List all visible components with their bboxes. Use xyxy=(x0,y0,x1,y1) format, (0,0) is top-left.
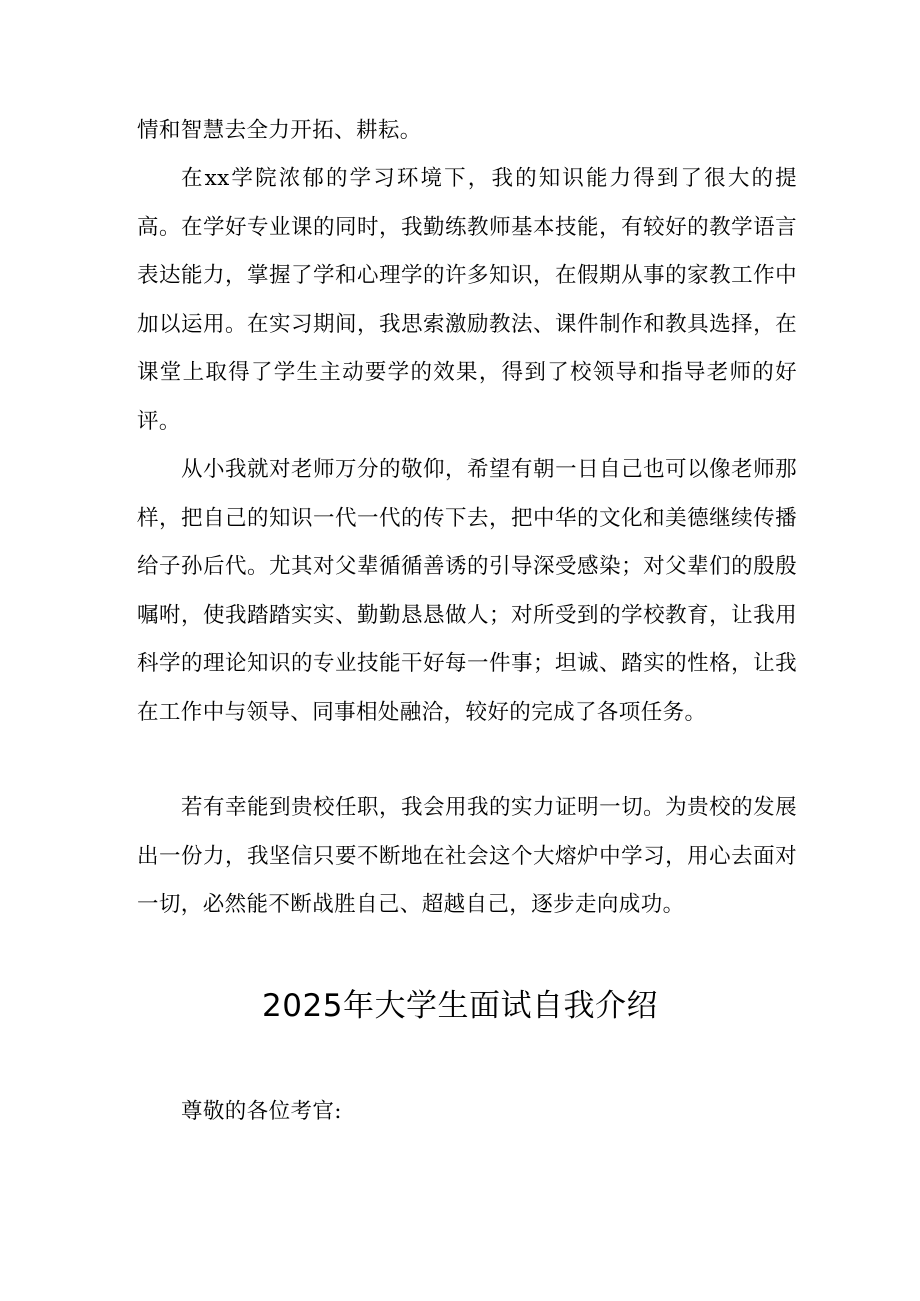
document-title: 2025年大学生面试自我介绍 xyxy=(262,988,658,1024)
paragraph-continuation: 情和智慧去全力开拓、耕耘。 xyxy=(137,118,422,143)
paragraph-academic-abilities: 在xx学院浓郁的学习环境下，我的知识能力得到了很大的提高。在学好专业课的同时，我勤练教师基本技能，有较好的教学语言表达能力，掌握了学和心理学的许多知识，在假期从事的家教工作中加以运用。在实习期间，我思索激励教法、课件制作和教具选择，在课堂上取得了学生主动要学的效果，得到了校领导和指导老师的好评。 xyxy=(137,166,797,434)
paragraph-teacher-aspiration: 从小我就对老师万分的敬仰，希望有朝一日自己也可以像老师那样，把自己的知识一代一代的传下去，把中华的文化和美德继续传播给子孙后代。尤其对父辈循循善诱的引导深受感染；对父辈们的殷殷嘱咐，使我踏踏实实、勤勤恳恳做人；对所受到的学校教育，让我用科学的理论知识的专业技能干好每一件事；坦诚、踏实的性格，让我在工作中与领导、同事相处融洽，较好的完成了各项任务。 xyxy=(137,457,797,725)
greeting-line: 尊敬的各位考官: xyxy=(181,1099,342,1124)
paragraph-closing-commitment: 若有幸能到贵校任职，我会用我的实力证明一切。为贵校的发展出一份力，我坚信只要不断地在社会这个大熔炉中学习，用心去面对一切，必然能不断战胜自己、超越自己，逐步走向成功。 xyxy=(137,795,797,918)
